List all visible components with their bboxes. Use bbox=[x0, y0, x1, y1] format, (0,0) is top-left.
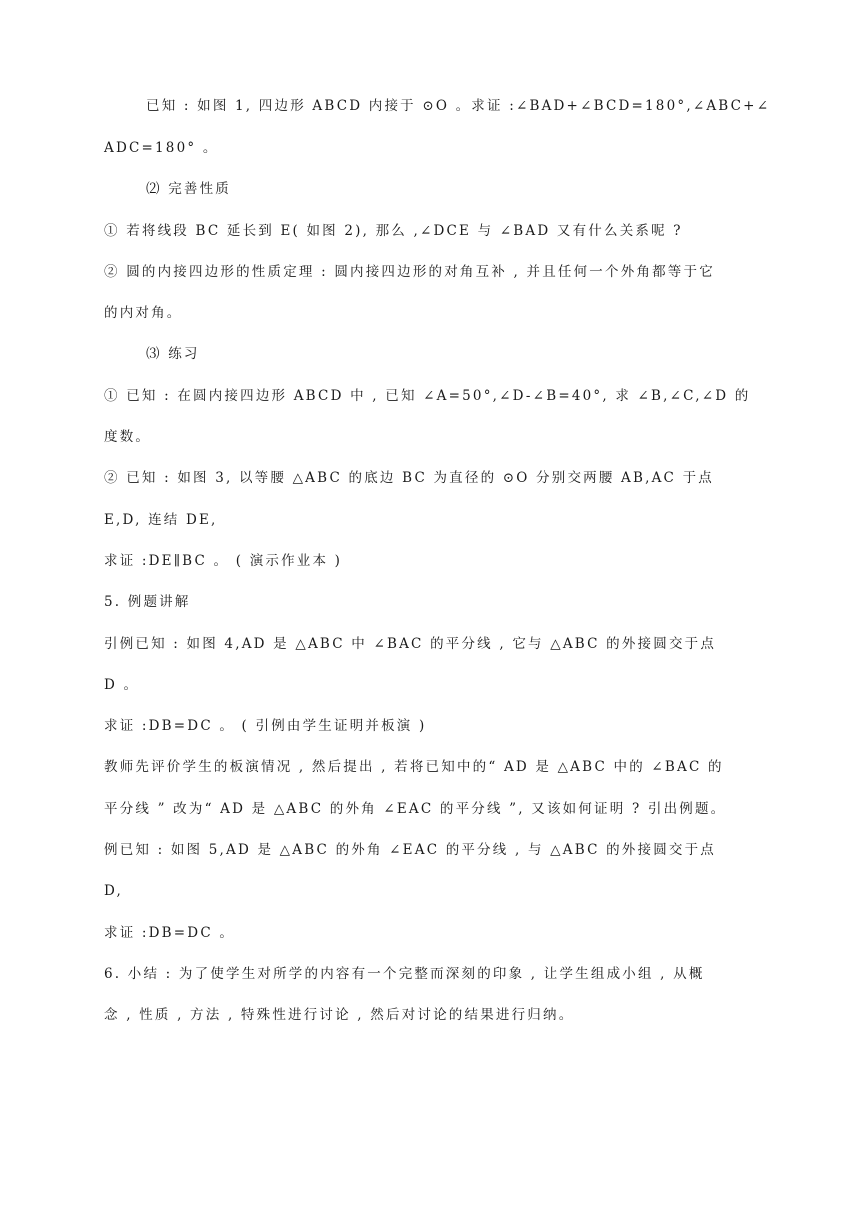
paragraph-line: 念 , 性质 , 方法 , 特殊性进行讨论 , 然后对讨论的结果进行归纳。 bbox=[104, 1007, 575, 1023]
section-heading: 5. 例题讲解 bbox=[104, 594, 191, 610]
paragraph-line: ADC=180° 。 bbox=[104, 140, 219, 156]
paragraph-line: E,D, 连结 DE, bbox=[104, 512, 218, 528]
paragraph-line: 求证 :DE∥BC 。 ( 演示作业本 ) bbox=[104, 553, 343, 569]
paragraph-line: 已知 : 如图 1, 四边形 ABCD 内接于 ⊙O 。求证 :∠BAD+∠BCD=180°,∠ABC+∠ bbox=[146, 98, 771, 114]
section-heading: ⑶ 练习 bbox=[146, 346, 200, 362]
paragraph-line: 教师先评价学生的板演情况 , 然后提出 , 若将已知中的“ AD 是 △ABC 中的 ∠BAC 的 bbox=[104, 759, 724, 775]
paragraph-line: ② 已知 : 如图 3, 以等腰 △ABC 的底边 BC 为直径的 ⊙O 分别交两腰 AB,AC 于点 bbox=[104, 470, 714, 486]
paragraph-line: 的内对角。 bbox=[104, 305, 183, 321]
paragraph-line: 求证 :DB=DC 。 ( 引例由学生证明并板演 ) bbox=[104, 718, 427, 734]
section-heading: 6. 小结 : 为了使学生对所学的内容有一个完整而深刻的印象 , 让学生组成小组 , 从概 bbox=[104, 966, 705, 982]
paragraph-line: D, bbox=[104, 883, 124, 899]
section-heading: ⑵ 完善性质 bbox=[146, 181, 231, 197]
paragraph-line: 平分线 ” 改为“ AD 是 △ABC 的外角 ∠EAC 的平分线 ”, 又该如何证明 ? 引出例题。 bbox=[104, 801, 727, 817]
paragraph-line: ① 已知 : 在圆内接四边形 ABCD 中 , 已知 ∠A=50°,∠D-∠B=40°, 求 ∠B,∠C,∠D 的 bbox=[104, 388, 751, 404]
paragraph-line: D 。 bbox=[104, 677, 140, 693]
paragraph-line: ① 若将线段 BC 延长到 E( 如图 2), 那么 ,∠DCE 与 ∠BAD 又有什么关系呢 ? bbox=[104, 223, 683, 239]
paragraph-line: 度数。 bbox=[104, 429, 152, 445]
paragraph-line: 求证 :DB=DC 。 bbox=[104, 925, 236, 941]
paragraph-line: ② 圆的内接四边形的性质定理 : 圆内接四边形的对角互补 , 并且任何一个外角都等于它 bbox=[104, 264, 715, 280]
paragraph-line: 例已知 : 如图 5,AD 是 △ABC 的外角 ∠EAC 的平分线 , 与 △ABC 的外接圆交于点 bbox=[104, 842, 716, 858]
paragraph-line: 引例已知 : 如图 4,AD 是 △ABC 中 ∠BAC 的平分线 , 它与 △ABC 的外接圆交于点 bbox=[104, 636, 717, 652]
